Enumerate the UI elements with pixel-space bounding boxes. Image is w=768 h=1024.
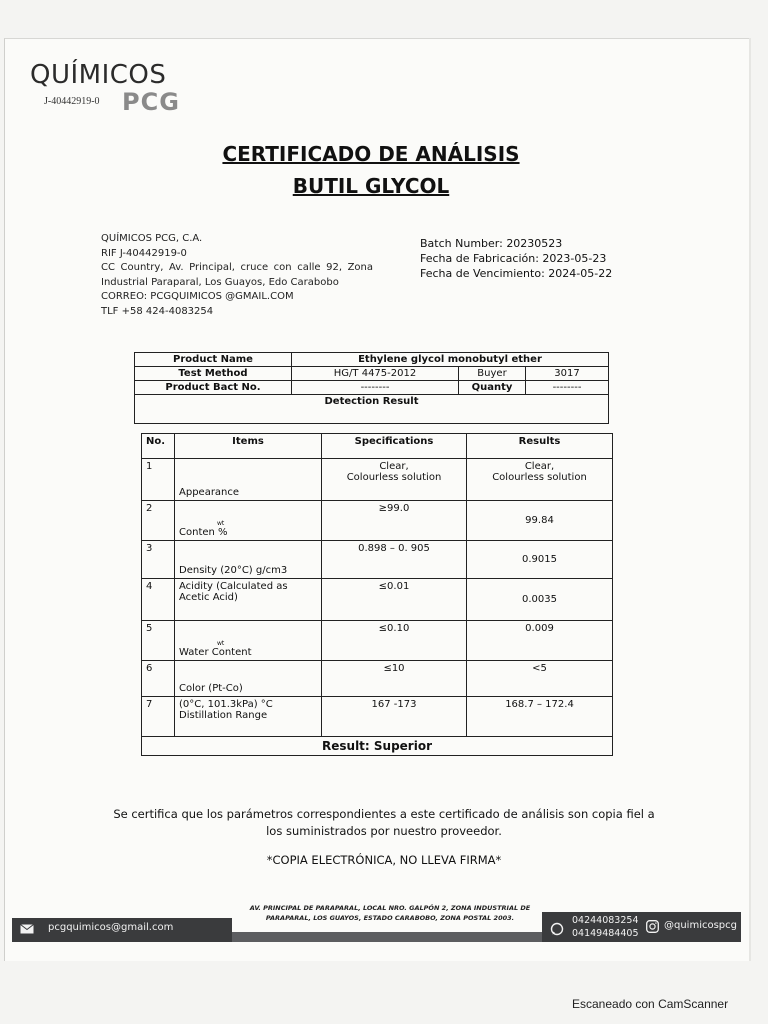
- certification-line-1: Se certifica que los parámetros correspondientes a este certificado de análisis son copia fiel a: [113, 807, 655, 821]
- product-bact-label: Product Bact No.: [135, 381, 292, 395]
- footer-address-line-2: PARAPARAL, LOS GUAYOS, ESTADO CARABOBO, ZONA POSTAL 2003.: [265, 914, 515, 922]
- logo-brand-top: QUÍMICOS: [30, 60, 167, 90]
- row-number: 6: [142, 661, 175, 697]
- row-item: [175, 541, 322, 579]
- row-item: [175, 459, 322, 501]
- row-result: 0.009: [467, 621, 613, 661]
- row-specification: ≥99.0: [322, 501, 467, 541]
- row-result: Clear, Colourless solution: [467, 459, 613, 501]
- company-logo: [30, 60, 180, 116]
- row-result: 168.7 – 172.4: [467, 697, 613, 737]
- row-number: 7: [142, 697, 175, 737]
- buyer-label: Buyer: [459, 367, 526, 381]
- test-method-label: Test Method: [135, 367, 292, 381]
- footer-instagram[interactable]: @quimicospcg: [664, 920, 738, 931]
- row-result: 0.0035: [467, 579, 613, 621]
- header-items: Items: [175, 434, 322, 459]
- instagram-icon: [646, 920, 659, 933]
- row-number: 3: [142, 541, 175, 579]
- row-item-label: Conten %: [179, 527, 228, 538]
- camscanner-watermark: Escaneado con CamScanner: [572, 997, 729, 1011]
- table-row: [142, 459, 613, 501]
- company-info: [101, 232, 373, 319]
- row-number: 2: [142, 501, 175, 541]
- table-row: [142, 661, 613, 697]
- row-specification: ≤0.10: [322, 621, 467, 661]
- row-specification: 167 -173: [322, 697, 467, 737]
- row-item: [175, 697, 322, 737]
- table-row: [142, 621, 613, 661]
- table-row: [142, 541, 613, 579]
- quanty-label: Quanty: [459, 381, 526, 395]
- test-method-value: HG/T 4475-2012: [292, 367, 459, 381]
- row-result: 0.9015: [467, 541, 613, 579]
- product-name-value: Ethylene glycol monobutyl ether: [292, 353, 609, 367]
- row-item: [175, 661, 322, 697]
- row-result: 99.84: [467, 501, 613, 541]
- product-table: [134, 352, 609, 424]
- row-item: [175, 621, 322, 661]
- logo-rif: J-40442919-0: [44, 96, 100, 107]
- footer-phone-2[interactable]: 04149484405: [572, 928, 639, 939]
- product-bact-value: --------: [292, 381, 459, 395]
- company-phone: TLF +58 424-4083254: [101, 305, 214, 317]
- footer-middle-band: [232, 932, 562, 942]
- certification-text: [0, 806, 768, 840]
- header-results: Results: [467, 434, 613, 459]
- whatsapp-icon: [550, 922, 564, 936]
- row-specification: 0.898 – 0. 905: [322, 541, 467, 579]
- fecha-vencimiento: Fecha de Vencimiento: 2024-05-22: [420, 267, 613, 280]
- batch-number: Batch Number: 20230523: [420, 237, 563, 250]
- certification-line-2: los suministrados por nuestro proveedor.: [266, 824, 502, 838]
- electronic-copy-note: *COPIA ELECTRÓNICA, NO LLEVA FIRMA*: [266, 853, 502, 867]
- logo-brand-bottom: PCG: [122, 88, 180, 116]
- row-item-label: Appearance: [179, 487, 240, 498]
- company-email: CORREO: PCGQUIMICOS @GMAIL.COM: [101, 291, 294, 302]
- row-item-superscript: wt: [217, 640, 225, 647]
- header-no: No.: [142, 434, 175, 459]
- row-specification: ≤0.01: [322, 579, 467, 621]
- row-item-label: Water Content: [179, 647, 252, 658]
- row-item-superscript: wt: [217, 520, 225, 527]
- fecha-fabricacion: Fecha de Fabricación: 2023-05-23: [420, 252, 607, 265]
- company-address: CC Country, Av. Principal, cruce con calle 92, Zona Industrial Paraparal, Los Guayos, Edo Carabobo: [101, 262, 373, 288]
- detection-result-label: Detection Result: [135, 395, 609, 424]
- product-name-label: Product Name: [135, 353, 292, 367]
- row-item: [175, 501, 322, 541]
- footer-email[interactable]: pcgquimicos@gmail.com: [48, 922, 174, 933]
- table-row: [142, 501, 613, 541]
- table-row: [142, 697, 613, 737]
- footer-address-line-1: AV. PRINCIPAL DE PARAPARAL, LOCAL NRO. GALPÓN 2, ZONA INDUSTRIAL DE: [249, 904, 531, 912]
- row-item: [175, 579, 322, 621]
- detection-table: [141, 433, 613, 756]
- row-number: 5: [142, 621, 175, 661]
- company-rif: RIF J-40442919-0: [101, 247, 187, 259]
- row-specification: ≤10: [322, 661, 467, 697]
- result-summary: Result: Superior: [142, 737, 613, 756]
- table-row: [142, 579, 613, 621]
- row-item-label: Density (20°C) g/cm3: [179, 565, 288, 576]
- buyer-value: 3017: [526, 367, 609, 381]
- row-result: <5: [467, 661, 613, 697]
- row-item-label: (0°C, 101.3kPa) °C Distillation Range: [179, 699, 273, 721]
- document-title: CERTIFICADO DE ANÁLISIS: [222, 142, 520, 166]
- mail-icon: [20, 924, 34, 934]
- batch-info: [420, 236, 612, 281]
- row-specification: Clear, Colourless solution: [322, 459, 467, 501]
- document-subtitle: BUTIL GLYCOL: [292, 174, 450, 198]
- company-name: QUÍMICOS PCG, C.A.: [101, 233, 203, 244]
- footer-phones: [572, 914, 639, 940]
- row-item-label: Acidity (Calculated as Acetic Acid): [179, 581, 288, 603]
- header-specifications: Specifications: [322, 434, 467, 459]
- row-number: 4: [142, 579, 175, 621]
- footer-phone-1[interactable]: 04244083254: [572, 915, 639, 926]
- row-number: 1: [142, 459, 175, 501]
- row-item-label: Color (Pt-Co): [179, 683, 243, 694]
- quanty-value: --------: [526, 381, 609, 395]
